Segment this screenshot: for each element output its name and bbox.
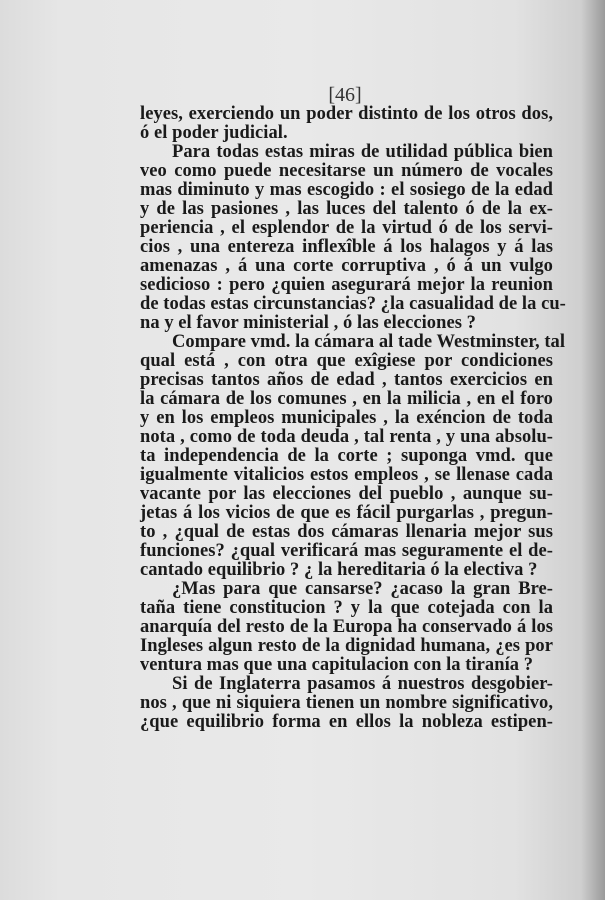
text-line: funciones? ¿qual verificará mas seguramente el de-	[140, 541, 553, 561]
text-line: na y el favor ministerial , ó las elecciones ?	[140, 313, 476, 333]
text-line: mas diminuto y mas escogido : el sosiego de la edad	[140, 180, 553, 200]
text-line: Para todas estas miras de utilidad pública bien	[172, 142, 553, 162]
text-line: nota , como de toda deuda , tal renta , y una absolu-	[140, 427, 553, 447]
text-line: Si de Inglaterra pasamos á nuestros desgobier-	[172, 674, 553, 694]
text-line: leyes, exerciendo un poder distinto de los otros dos,	[140, 104, 553, 124]
text-line: qual está , con otra que exîgiese por condiciones	[140, 351, 553, 371]
text-line: y de las pasiones , las luces del talento ó de la ex-	[140, 199, 553, 219]
text-line: la cámara de los comunes , en la milicia , en el foro	[140, 389, 553, 409]
text-line: taña tiene constitucion ? y la que cotejada con la	[140, 598, 553, 618]
text-line: ¿Mas para que cansarse? ¿acaso la gran Bre-	[172, 579, 553, 599]
page-number: [46]	[328, 84, 362, 106]
text-line: veo como puede necesitarse un número de vocales	[140, 161, 553, 181]
text-line: precisas tantos años de edad , tantos exercicios en	[140, 370, 553, 390]
text-line: cantado equilibrio ? ¿ la hereditaria ó la electiva ?	[140, 560, 538, 580]
text-line: anarquía del resto de la Europa ha conservado á los	[140, 617, 553, 637]
text-line: sedicioso : pero ¿quien asegurará mejor la reunion	[140, 275, 553, 295]
text-line: de todas estas circunstancias? ¿la casualidad de la cu-	[140, 294, 566, 314]
text-line: ¿que equilibrio forma en ellos la nobleza estipen-	[140, 712, 553, 732]
text-line: amenazas , á una corte corruptiva , ó á un vulgo	[140, 256, 553, 276]
text-line: to , ¿qual de estas dos cámaras llenaria mejor sus	[140, 522, 553, 542]
text-line: ta independencia de la corte ; suponga vmd. que	[140, 446, 553, 466]
text-line: nos , que ni siquiera tienen un nombre significativo,	[140, 693, 553, 713]
text-line: jetas á los vicios de que es fácil purgarlas , pregun-	[140, 503, 553, 523]
text-line: vacante por las elecciones del pueblo , aunque su-	[140, 484, 553, 504]
text-line: ventura mas que una capitulacion con la tiranía ?	[140, 655, 534, 675]
text-line: ó el poder judicial.	[140, 123, 288, 143]
text-line: igualmente vitalicios estos empleos , se llenase cada	[140, 465, 553, 485]
body-text	[140, 104, 566, 732]
text-line: cios , una entereza inflexîble á los halagos y á las	[140, 237, 553, 257]
text-line: Ingleses algun resto de la dignidad humana, ¿es por	[140, 636, 553, 656]
text-line: Compare vmd. la cámara al tade Westminster, tal	[172, 332, 566, 352]
text-line: y en los empleos municipales , la exéncion de toda	[140, 408, 553, 428]
text-line: periencia , el esplendor de la virtud ó de los servi-	[140, 218, 553, 238]
